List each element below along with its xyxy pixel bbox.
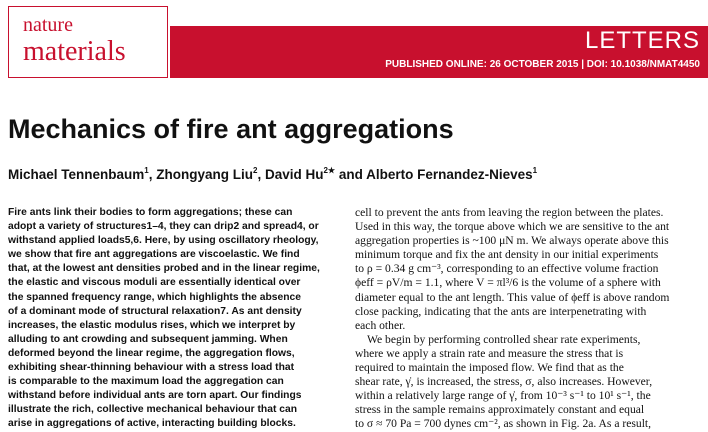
article-title: Mechanics of fire ant aggregations: [8, 114, 454, 144]
author-affiliation: 2: [253, 166, 258, 175]
author-name: David Hu: [264, 167, 324, 182]
abstract-line: Fire ants link their bodies to form aggregations; these can: [8, 207, 293, 218]
body-line: where we apply a strain rate and measure the stress that is: [355, 346, 624, 360]
logo-text-materials: materials: [23, 36, 126, 67]
body-line: within a relatively large range of γ̇, from 10⁻³ s⁻¹ to 10¹ s⁻¹, the: [355, 389, 651, 403]
body-line: to ρ = 0.34 g cm⁻³, corresponding to an effective volume fraction: [355, 262, 659, 276]
body-line: diameter equal to the ant length. This value of ϕeff is above random: [355, 290, 670, 304]
body-text: [355, 206, 700, 432]
header-band: [170, 26, 708, 78]
abstract-line: increases, the elastic modulus rises, which we interpret by: [8, 319, 296, 331]
abstract-line: adopt a variety of structures1–4, they can drip2 and spread4, or: [8, 221, 319, 233]
author-affiliation: 1: [144, 166, 149, 175]
abstract-line: withstand before individual ants are torn apart. Our findings: [8, 390, 302, 402]
body-line: minimum torque and fix the ant density in our initial experiments: [355, 248, 659, 262]
abstract: [8, 206, 339, 432]
author-name: Michael Tennenbaum: [8, 167, 145, 182]
body-line: required to maintain the imposed flow. We find that as the: [355, 361, 624, 375]
author-affiliation: 2★: [323, 166, 336, 175]
body-line: to σ ≈ 70 Pa = 700 dynes cm⁻², as shown in Fig. 2a. As a result,: [355, 417, 652, 431]
author-list: [8, 166, 537, 184]
author-separator: ,: [148, 167, 157, 182]
body-line: stress in the sample remains approximately constant and equal: [355, 403, 645, 417]
body-line: shear rate, γ̇, is increased, the stress, σ, also increases. However,: [355, 375, 653, 389]
publication-info: PUBLISHED ONLINE: 26 OCTOBER 2015 | DOI: 10.1038/NMAT4450: [385, 59, 700, 70]
abstract-line: alluding to ant crowding and subsequent jamming. When: [8, 333, 288, 345]
author-separator: and: [335, 167, 367, 182]
body-line: We begin by performing controlled shear rate experiments,: [367, 332, 641, 346]
body-line: cell to prevent the ants from leaving the region between the plates.: [355, 206, 664, 219]
logo-text-nature: nature: [23, 14, 73, 36]
abstract-line: we show that fire ant aggregations are viscoelastic. We find: [8, 249, 300, 261]
body-line: close packing, indicating that the ants are interpenetrating with: [355, 304, 647, 318]
body-line: ϕeff = ρV/m = 1.1, where V = πl³/6 is the volume of a sphere with: [355, 276, 661, 290]
body-line: Used in this way, the torque above which we are sensitive to the ant: [355, 220, 670, 234]
abstract-line: exhibiting shear-thinning behaviour with a stress load that: [8, 362, 295, 374]
section-label: LETTERS: [584, 27, 700, 54]
abstract-line: is comparable to the maximum load the aggregation can: [8, 376, 284, 388]
author-separator: ,: [257, 167, 265, 182]
author-affiliation: 1: [532, 166, 538, 175]
abstract-line: illustrate the rich, collective mechanical behaviour that can: [8, 404, 297, 416]
abstract-line: arise in aggregations of active, interacting building blocks.: [8, 418, 296, 430]
abstract-line: deformed beyond the linear regime, the aggregation flows,: [8, 347, 295, 359]
abstract-line: that, at the lowest ant densities probed and in the linear regime,: [8, 263, 320, 275]
body-line: each other.: [355, 318, 406, 332]
journal-logo: [8, 6, 168, 78]
abstract-line: the spanned frequency range, which highlights the absence: [8, 291, 301, 303]
author-name: Zhongyang Liu: [156, 167, 253, 182]
author-name: Alberto Fernandez-Nieves: [366, 167, 533, 182]
abstract-line: of a dominant mode of structural relaxation7. As ant density: [8, 305, 302, 317]
body-line: aggregation properties is ~100 μN m. We always operate above this: [355, 234, 669, 248]
abstract-line: the elastic and viscous moduli are essentially identical over: [8, 277, 301, 289]
abstract-line: withstand applied loads5,6. Here, by using oscillatory rheology,: [8, 235, 319, 247]
